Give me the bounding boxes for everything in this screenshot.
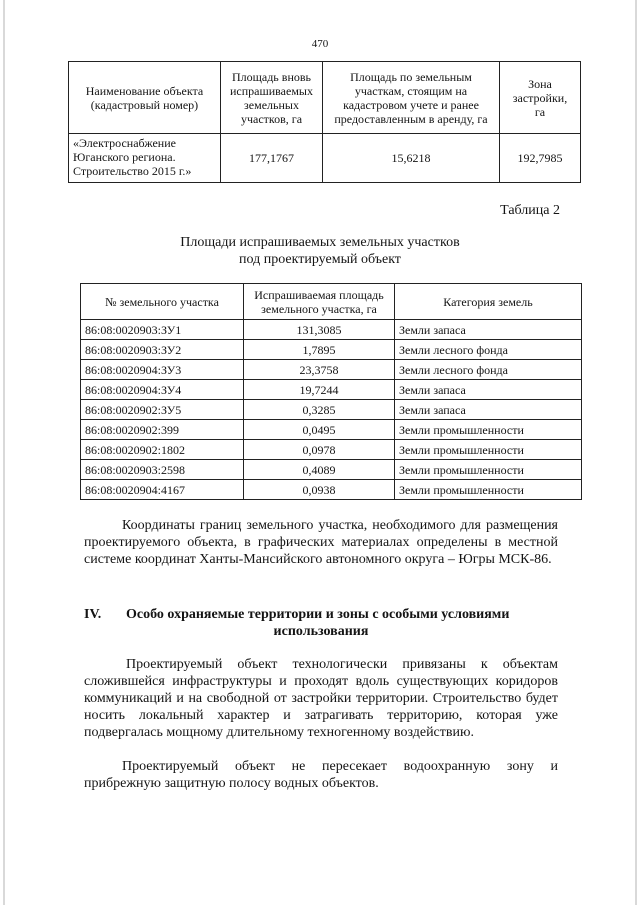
section-title-line: использования bbox=[273, 624, 369, 639]
header-line: участков, га bbox=[240, 111, 303, 126]
object-name-line: Юганского региона. bbox=[73, 150, 176, 164]
table-row bbox=[81, 480, 582, 500]
land-category-cell: Земли запаса bbox=[395, 400, 582, 420]
header-line: кадастровом учете и ранее bbox=[343, 97, 479, 112]
land-category-cell: Земли промышленности bbox=[395, 440, 582, 460]
table-row bbox=[81, 460, 582, 480]
header-line: Зона bbox=[528, 76, 552, 91]
plot-number-cell: 86:08:0020904:ЗУ4 bbox=[81, 380, 244, 400]
plot-number-cell: 86:08:0020902:ЗУ5 bbox=[81, 400, 244, 420]
header-line: (кадастровый номер) bbox=[90, 97, 199, 112]
object-name-cell bbox=[69, 134, 221, 183]
plot-area-cell: 0,0938 bbox=[244, 480, 395, 500]
table-row bbox=[81, 400, 582, 420]
plot-area-cell: 19,7244 bbox=[244, 380, 395, 400]
header-line: № земельного участка bbox=[105, 294, 219, 309]
zone-area-cell: 192,7985 bbox=[500, 134, 581, 183]
plot-number-cell: 86:08:0020903:2598 bbox=[81, 460, 244, 480]
land-category-cell: Земли промышленности bbox=[395, 460, 582, 480]
header-line: га bbox=[534, 104, 546, 119]
table-header-row bbox=[81, 284, 582, 320]
page-number: 470 bbox=[311, 38, 329, 50]
header-land-category bbox=[395, 284, 582, 320]
table2-title bbox=[0, 234, 640, 268]
land-category-cell: Земли запаса bbox=[395, 380, 582, 400]
page-edge-left bbox=[3, 0, 5, 905]
plot-area-cell: 0,4089 bbox=[244, 460, 395, 480]
header-line: застройки, bbox=[512, 90, 568, 105]
object-name-line: Строительство 2015 г.» bbox=[73, 164, 192, 178]
object-name-line: «Электроснабжение bbox=[73, 136, 176, 150]
plot-number-cell: 86:08:0020904:4167 bbox=[81, 480, 244, 500]
land-category-cell: Земли промышленности bbox=[395, 420, 582, 440]
table2-title-line: Площади испрашиваемых земельных участков bbox=[180, 235, 460, 250]
header-requested-area bbox=[244, 284, 395, 320]
registered-area-cell: 15,6218 bbox=[323, 134, 500, 183]
table-row bbox=[69, 134, 581, 183]
land-plots-table bbox=[80, 283, 582, 500]
header-line: Наименование объекта bbox=[85, 83, 204, 98]
table-row bbox=[81, 360, 582, 380]
plot-number-cell: 86:08:0020902:1802 bbox=[81, 440, 244, 460]
table-header-row bbox=[69, 62, 581, 134]
header-registered-area bbox=[323, 62, 500, 134]
header-line: предоставленным в аренду, га bbox=[334, 111, 488, 126]
plot-area-cell: 23,3758 bbox=[244, 360, 395, 380]
page-edge-right bbox=[635, 0, 637, 905]
plot-area-cell: 1,7895 bbox=[244, 340, 395, 360]
plot-number-cell: 86:08:0020904:ЗУ3 bbox=[81, 360, 244, 380]
header-plot-number bbox=[81, 284, 244, 320]
plot-area-cell: 0,0495 bbox=[244, 420, 395, 440]
header-line: земельных bbox=[244, 97, 299, 112]
land-category-cell: Земли промышленности bbox=[395, 480, 582, 500]
plot-number-cell: 86:08:0020903:ЗУ2 bbox=[81, 340, 244, 360]
header-new-area bbox=[221, 62, 323, 134]
plot-area-cell: 0,3285 bbox=[244, 400, 395, 420]
header-zone-area bbox=[500, 62, 581, 134]
table-row bbox=[81, 440, 582, 460]
header-line: земельного участка, га bbox=[261, 301, 377, 316]
header-line: Площадь по земельным bbox=[350, 69, 472, 84]
section-title-line: Особо охраняемые территории и зоны с особыми условиями bbox=[126, 607, 510, 622]
section-number: IV. bbox=[84, 607, 102, 622]
plot-number-cell: 86:08:0020903:ЗУ1 bbox=[81, 320, 244, 340]
header-line: Испрашиваемая площадь bbox=[254, 287, 384, 302]
land-category-cell: Земли лесного фонда bbox=[395, 360, 582, 380]
header-object-name bbox=[69, 62, 221, 134]
plot-area-cell: 0,0978 bbox=[244, 440, 395, 460]
header-line: Площадь вновь bbox=[231, 69, 312, 84]
land-category-cell: Земли лесного фонда bbox=[395, 340, 582, 360]
table-row bbox=[81, 380, 582, 400]
infrastructure-paragraph: Проектируемый объект технологически привязаны к объектам сложившейся инфраструктуры и проходят вдоль существующих коридоров коммуникаций и на свободной от застройки территории. Строительство будет носить локальный характер и затрагивать территорию, которая уже подвергалась мощному длительному техногенному воздействию. bbox=[84, 657, 558, 740]
object-area-table bbox=[68, 61, 581, 183]
table2-title-line: под проектируемый объект bbox=[239, 252, 401, 267]
header-line: Категория земель bbox=[443, 294, 533, 309]
water-protection-paragraph: Проектируемый объект не пересекает водоохранную зону и прибрежную защитную полосу водных объектов. bbox=[84, 759, 558, 791]
coordinates-paragraph: Координаты границ земельного участка, необходимого для размещения проектируемого объекта, в графических материалах определены в местной системе координат Ханты-Мансийского автономного округа – Югры МСК-86. bbox=[84, 518, 558, 567]
table-row bbox=[81, 340, 582, 360]
new-area-cell: 177,1767 bbox=[221, 134, 323, 183]
table2-caption: Таблица 2 bbox=[500, 203, 560, 218]
header-line: испрашиваемых bbox=[230, 83, 313, 98]
header-line: участкам, стоящим на bbox=[354, 83, 468, 98]
plot-area-cell: 131,3085 bbox=[244, 320, 395, 340]
land-category-cell: Земли запаса bbox=[395, 320, 582, 340]
table-row bbox=[81, 420, 582, 440]
table-row bbox=[81, 320, 582, 340]
plot-number-cell: 86:08:0020902:399 bbox=[81, 420, 244, 440]
